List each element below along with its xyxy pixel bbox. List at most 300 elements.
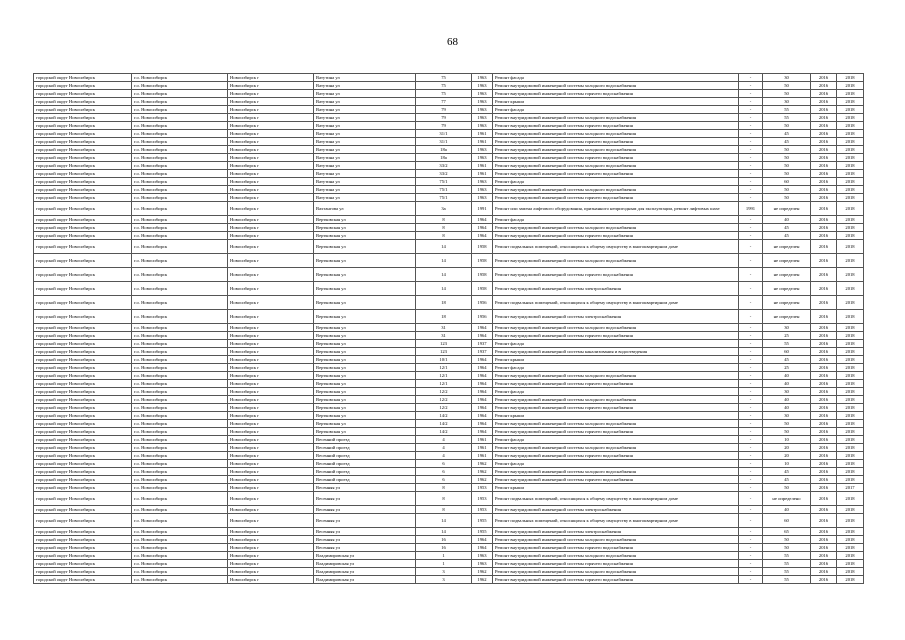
- cell-year: 1961: [472, 170, 493, 178]
- cell-end-year: 2018: [837, 130, 864, 138]
- cell-municipality: городской округ Новосибирск: [34, 428, 132, 436]
- cell-work-type: Ремонт внутридомовой инженерной системы горячего водоснабжения: [493, 90, 739, 98]
- cell-work-type: Ремонт внутридомовой инженерной системы горячего водоснабжения: [493, 544, 739, 552]
- cell-end-year: 2018: [837, 506, 864, 514]
- cell-street: Вертковская ул: [314, 356, 416, 364]
- cell-equip-year: -: [739, 254, 763, 268]
- cell-house: 75/1: [416, 194, 472, 202]
- cell-service-life: 10: [763, 436, 811, 444]
- cell-house: 8: [416, 232, 472, 240]
- cell-year: 1963: [472, 552, 493, 560]
- table-row: [34, 254, 864, 268]
- cell-house: 79: [416, 114, 472, 122]
- cell-year: 1964: [472, 404, 493, 412]
- cell-locality: Новосибирск г: [228, 428, 314, 436]
- cell-house: 33/2: [416, 170, 472, 178]
- cell-equip-year: -: [739, 348, 763, 356]
- cell-service-life: 50: [763, 194, 811, 202]
- cell-settlement: г.о. Новосибирск: [132, 528, 228, 536]
- cell-locality: Новосибирск г: [228, 324, 314, 332]
- cell-municipality: городской округ Новосибирск: [34, 162, 132, 170]
- cell-start-year: 2016: [811, 224, 837, 232]
- cell-municipality: городской округ Новосибирск: [34, 170, 132, 178]
- cell-work-type: Ремонт внутридомовой инженерной системы холодного водоснабжения: [493, 224, 739, 232]
- cell-work-type: Ремонт внутридомовой инженерной системы горячего водоснабжения: [493, 380, 739, 388]
- cell-service-life: 30: [763, 388, 811, 396]
- cell-locality: Новосибирск г: [228, 492, 314, 506]
- cell-start-year: 2016: [811, 170, 837, 178]
- cell-year: 1963: [472, 82, 493, 90]
- table-row: [34, 186, 864, 194]
- cell-year: 1963: [472, 154, 493, 162]
- cell-work-type: Ремонт фасада: [493, 178, 739, 186]
- cell-start-year: 2016: [811, 536, 837, 544]
- cell-start-year: 2016: [811, 576, 837, 584]
- cell-equip-year: -: [739, 114, 763, 122]
- cell-house: 18а: [416, 146, 472, 154]
- cell-house: 12/2: [416, 396, 472, 404]
- cell-end-year: 2018: [837, 460, 864, 468]
- cell-work-type: Ремонт фасада: [493, 216, 739, 224]
- cell-street: Весенний проезд: [314, 436, 416, 444]
- cell-settlement: г.о. Новосибирск: [132, 268, 228, 282]
- cell-start-year: 2016: [811, 476, 837, 484]
- cell-house: 75: [416, 82, 472, 90]
- cell-start-year: 2016: [811, 194, 837, 202]
- table-row: [34, 506, 864, 514]
- table-row: [34, 444, 864, 452]
- cell-street: Весенний проезд: [314, 476, 416, 484]
- cell-municipality: городской округ Новосибирск: [34, 528, 132, 536]
- cell-service-life: 45: [763, 130, 811, 138]
- table-row: [34, 388, 864, 396]
- cell-equip-year: -: [739, 356, 763, 364]
- cell-equip-year: -: [739, 178, 763, 186]
- cell-municipality: городской округ Новосибирск: [34, 372, 132, 380]
- cell-settlement: г.о. Новосибирск: [132, 560, 228, 568]
- cell-start-year: 2016: [811, 420, 837, 428]
- cell-street: Вертковская ул: [314, 332, 416, 340]
- cell-street: Вертковская ул: [314, 380, 416, 388]
- cell-work-type: Ремонт фасада: [493, 388, 739, 396]
- cell-house: 12/2: [416, 388, 472, 396]
- cell-settlement: г.о. Новосибирск: [132, 536, 228, 544]
- cell-end-year: 2018: [837, 178, 864, 186]
- cell-end-year: 2018: [837, 452, 864, 460]
- table-row: [34, 396, 864, 404]
- cell-end-year: 2018: [837, 476, 864, 484]
- cell-municipality: городской округ Новосибирск: [34, 178, 132, 186]
- cell-equip-year: -: [739, 194, 763, 202]
- cell-start-year: 2016: [811, 568, 837, 576]
- cell-equip-year: -: [739, 162, 763, 170]
- cell-locality: Новосибирск г: [228, 560, 314, 568]
- cell-street: Ватутина ул: [314, 82, 416, 90]
- cell-municipality: городской округ Новосибирск: [34, 282, 132, 296]
- cell-municipality: городской округ Новосибирск: [34, 216, 132, 224]
- cell-work-type: Ремонт внутридомовой инженерной системы холодного водоснабжения: [493, 324, 739, 332]
- table-row: [34, 162, 864, 170]
- cell-house: 6: [416, 460, 472, 468]
- cell-service-life: 50: [763, 170, 811, 178]
- cell-locality: Новосибирск г: [228, 282, 314, 296]
- cell-start-year: 2016: [811, 130, 837, 138]
- table-row: [34, 428, 864, 436]
- cell-locality: Новосибирск г: [228, 552, 314, 560]
- cell-settlement: г.о. Новосибирск: [132, 404, 228, 412]
- cell-work-type: Ремонт внутридомовой инженерной системы горячего водоснабжения: [493, 576, 739, 584]
- cell-end-year: 2018: [837, 324, 864, 332]
- cell-year: 1962: [472, 468, 493, 476]
- cell-house: 77: [416, 98, 472, 106]
- cell-year: 1958: [472, 282, 493, 296]
- cell-work-type: Ремонт внутридомовой инженерной системы канализования и водоотведения: [493, 348, 739, 356]
- table-row: [34, 552, 864, 560]
- capital-repair-table: [33, 73, 864, 584]
- cell-municipality: городской округ Новосибирск: [34, 82, 132, 90]
- cell-year: 1955: [472, 514, 493, 528]
- cell-end-year: 2018: [837, 296, 864, 310]
- cell-equip-year: -: [739, 514, 763, 528]
- cell-start-year: 2016: [811, 138, 837, 146]
- cell-start-year: 2016: [811, 106, 837, 114]
- cell-street: Ватутина ул: [314, 186, 416, 194]
- cell-work-type: Ремонт внутридомовой инженерной системы электроснабжения: [493, 506, 739, 514]
- cell-service-life: 30: [763, 74, 811, 82]
- cell-service-life: не определен: [763, 202, 811, 216]
- cell-locality: Новосибирск г: [228, 186, 314, 194]
- cell-equip-year: -: [739, 468, 763, 476]
- cell-house: 79: [416, 122, 472, 130]
- cell-municipality: городской округ Новосибирск: [34, 194, 132, 202]
- cell-year: 1937: [472, 348, 493, 356]
- cell-year: 1964: [472, 224, 493, 232]
- cell-service-life: 50: [763, 544, 811, 552]
- cell-start-year: 2016: [811, 348, 837, 356]
- cell-settlement: г.о. Новосибирск: [132, 154, 228, 162]
- cell-service-life: 55: [763, 560, 811, 568]
- cell-locality: Новосибирск г: [228, 364, 314, 372]
- cell-work-type: Ремонт внутридомовой инженерной системы холодного водоснабжения: [493, 552, 739, 560]
- table-row: [34, 146, 864, 154]
- cell-settlement: г.о. Новосибирск: [132, 476, 228, 484]
- cell-start-year: 2016: [811, 436, 837, 444]
- cell-equip-year: -: [739, 528, 763, 536]
- cell-year: 1963: [472, 106, 493, 114]
- cell-settlement: г.о. Новосибирск: [132, 492, 228, 506]
- cell-work-type: Ремонт или замена лифтового оборудования, признанного непригодным для эксплуатации, ремонт лифтовых шахт: [493, 202, 739, 216]
- cell-equip-year: -: [739, 492, 763, 506]
- table-row: [34, 122, 864, 130]
- cell-work-type: Ремонт внутридомовой инженерной системы холодного водоснабжения: [493, 568, 739, 576]
- cell-municipality: городской округ Новосибирск: [34, 268, 132, 282]
- cell-service-life: 30: [763, 98, 811, 106]
- cell-end-year: 2018: [837, 428, 864, 436]
- table-row: [34, 282, 864, 296]
- cell-locality: Новосибирск г: [228, 380, 314, 388]
- cell-work-type: Ремонт внутридомовой инженерной системы горячего водоснабжения: [493, 268, 739, 282]
- cell-locality: Новосибирск г: [228, 216, 314, 224]
- cell-start-year: 2016: [811, 364, 837, 372]
- cell-street: Ватутина ул: [314, 98, 416, 106]
- cell-settlement: г.о. Новосибирск: [132, 170, 228, 178]
- cell-end-year: 2018: [837, 544, 864, 552]
- cell-year: 1961: [472, 436, 493, 444]
- cell-year: 1963: [472, 186, 493, 194]
- cell-settlement: г.о. Новосибирск: [132, 194, 228, 202]
- cell-street: Ватутина ул: [314, 90, 416, 98]
- cell-municipality: городской округ Новосибирск: [34, 332, 132, 340]
- table-row: [34, 106, 864, 114]
- cell-house: 8: [416, 506, 472, 514]
- cell-service-life: 50: [763, 420, 811, 428]
- cell-settlement: г.о. Новосибирск: [132, 82, 228, 90]
- cell-settlement: г.о. Новосибирск: [132, 576, 228, 584]
- cell-end-year: 2018: [837, 436, 864, 444]
- cell-locality: Новосибирск г: [228, 178, 314, 186]
- cell-house: 14: [416, 528, 472, 536]
- cell-house: 79: [416, 106, 472, 114]
- cell-municipality: городской округ Новосибирск: [34, 340, 132, 348]
- cell-municipality: городской округ Новосибирск: [34, 114, 132, 122]
- cell-work-type: Ремонт внутридомовой инженерной системы электроснабжения: [493, 282, 739, 296]
- cell-year: 1962: [472, 476, 493, 484]
- cell-house: 1: [416, 560, 472, 568]
- table-row: [34, 90, 864, 98]
- cell-settlement: г.о. Новосибирск: [132, 202, 228, 216]
- cell-house: 3: [416, 568, 472, 576]
- cell-street: Вертковская ул: [314, 282, 416, 296]
- cell-work-type: Ремонт внутридомовой инженерной системы горячего водоснабжения: [493, 194, 739, 202]
- cell-year: 1962: [472, 568, 493, 576]
- cell-municipality: городской округ Новосибирск: [34, 492, 132, 506]
- cell-service-life: 50: [763, 122, 811, 130]
- cell-start-year: 2016: [811, 332, 837, 340]
- cell-locality: Новосибирск г: [228, 420, 314, 428]
- table-row: [34, 560, 864, 568]
- cell-year: 1963: [472, 122, 493, 130]
- cell-end-year: 2018: [837, 568, 864, 576]
- cell-settlement: г.о. Новосибирск: [132, 216, 228, 224]
- cell-locality: Новосибирск г: [228, 576, 314, 584]
- cell-locality: Новосибирск г: [228, 122, 314, 130]
- cell-service-life: 65: [763, 528, 811, 536]
- cell-municipality: городской округ Новосибирск: [34, 396, 132, 404]
- table-row: [34, 468, 864, 476]
- cell-start-year: 2016: [811, 324, 837, 332]
- cell-municipality: городской округ Новосибирск: [34, 420, 132, 428]
- cell-municipality: городской округ Новосибирск: [34, 90, 132, 98]
- cell-end-year: 2018: [837, 106, 864, 114]
- cell-start-year: 2016: [811, 240, 837, 254]
- cell-service-life: 45: [763, 468, 811, 476]
- cell-service-life: 60: [763, 178, 811, 186]
- cell-end-year: 2018: [837, 232, 864, 240]
- table-row: [34, 476, 864, 484]
- cell-work-type: Ремонт внутридомовой инженерной системы холодного водоснабжения: [493, 146, 739, 154]
- cell-municipality: городской округ Новосибирск: [34, 146, 132, 154]
- cell-work-type: Ремонт подвальных помещений, относящихся к общему имуществу в многоквартирном доме: [493, 514, 739, 528]
- cell-work-type: Ремонт фасада: [493, 106, 739, 114]
- cell-year: 1956: [472, 310, 493, 324]
- cell-equip-year: -: [739, 324, 763, 332]
- cell-street: Вертковская ул: [314, 388, 416, 396]
- table-row: [34, 348, 864, 356]
- cell-municipality: городской округ Новосибирск: [34, 552, 132, 560]
- cell-service-life: 25: [763, 332, 811, 340]
- cell-municipality: городской округ Новосибирск: [34, 356, 132, 364]
- table-row: [34, 436, 864, 444]
- cell-municipality: городской округ Новосибирск: [34, 514, 132, 528]
- cell-work-type: Ремонт крыши: [493, 484, 739, 492]
- cell-end-year: 2018: [837, 282, 864, 296]
- cell-house: 14: [416, 514, 472, 528]
- cell-settlement: г.о. Новосибирск: [132, 452, 228, 460]
- cell-municipality: городской округ Новосибирск: [34, 404, 132, 412]
- cell-year: 1955: [472, 528, 493, 536]
- cell-locality: Новосибирск г: [228, 396, 314, 404]
- cell-equip-year: -: [739, 560, 763, 568]
- cell-municipality: городской округ Новосибирск: [34, 560, 132, 568]
- cell-street: Вертковская ул: [314, 420, 416, 428]
- cell-house: 75/1: [416, 186, 472, 194]
- table-row: [34, 412, 864, 420]
- cell-municipality: городской округ Новосибирск: [34, 412, 132, 420]
- table-row: [34, 514, 864, 528]
- cell-street: Вертковская ул: [314, 428, 416, 436]
- cell-service-life: не определен: [763, 268, 811, 282]
- cell-street: Владимировская ул: [314, 552, 416, 560]
- cell-settlement: г.о. Новосибирск: [132, 186, 228, 194]
- cell-municipality: городской округ Новосибирск: [34, 122, 132, 130]
- cell-end-year: 2018: [837, 388, 864, 396]
- cell-municipality: городской округ Новосибирск: [34, 476, 132, 484]
- cell-house: 4: [416, 444, 472, 452]
- cell-house: 16: [416, 536, 472, 544]
- cell-house: 12/1: [416, 380, 472, 388]
- cell-work-type: Ремонт подвальных помещений, относящихся к общему имуществу в многоквартирном доме: [493, 492, 739, 506]
- cell-year: 1964: [472, 412, 493, 420]
- table-row: [34, 240, 864, 254]
- cell-work-type: Ремонт внутридомовой инженерной системы холодного водоснабжения: [493, 254, 739, 268]
- table-row: [34, 356, 864, 364]
- cell-service-life: 20: [763, 444, 811, 452]
- cell-locality: Новосибирск г: [228, 460, 314, 468]
- cell-house: 10/1: [416, 356, 472, 364]
- cell-house: 18: [416, 296, 472, 310]
- cell-street: Вертковская ул: [314, 372, 416, 380]
- cell-settlement: г.о. Новосибирск: [132, 484, 228, 492]
- cell-end-year: 2018: [837, 412, 864, 420]
- cell-end-year: 2018: [837, 146, 864, 154]
- cell-equip-year: -: [739, 186, 763, 194]
- cell-work-type: Ремонт внутридомовой инженерной системы холодного водоснабжения: [493, 372, 739, 380]
- cell-equip-year: -: [739, 146, 763, 154]
- cell-house: 18: [416, 310, 472, 324]
- cell-house: 75: [416, 74, 472, 82]
- cell-settlement: г.о. Новосибирск: [132, 130, 228, 138]
- table-row: [34, 268, 864, 282]
- cell-locality: Новосибирск г: [228, 536, 314, 544]
- cell-locality: Новосибирск г: [228, 154, 314, 162]
- cell-street: Ватутина ул: [314, 130, 416, 138]
- cell-start-year: 2016: [811, 380, 837, 388]
- cell-settlement: г.о. Новосибирск: [132, 310, 228, 324]
- cell-locality: Новосибирск г: [228, 296, 314, 310]
- cell-service-life: 25: [763, 364, 811, 372]
- cell-work-type: Ремонт внутридомовой инженерной системы горячего водоснабжения: [493, 138, 739, 146]
- cell-year: 1961: [472, 162, 493, 170]
- cell-equip-year: -: [739, 436, 763, 444]
- cell-start-year: 2016: [811, 146, 837, 154]
- cell-year: 1964: [472, 372, 493, 380]
- cell-year: 1953: [472, 506, 493, 514]
- cell-year: 1964: [472, 544, 493, 552]
- cell-equip-year: -: [739, 364, 763, 372]
- cell-house: 14/2: [416, 428, 472, 436]
- cell-locality: Новосибирск г: [228, 388, 314, 396]
- cell-street: Вертковская ул: [314, 310, 416, 324]
- cell-locality: Новосибирск г: [228, 356, 314, 364]
- cell-start-year: 2016: [811, 452, 837, 460]
- table-row: [34, 404, 864, 412]
- cell-start-year: 2016: [811, 506, 837, 514]
- cell-equip-year: -: [739, 98, 763, 106]
- cell-locality: Новосибирск г: [228, 106, 314, 114]
- cell-settlement: г.о. Новосибирск: [132, 114, 228, 122]
- cell-house: 14: [416, 268, 472, 282]
- table-row: [34, 98, 864, 106]
- cell-street: Весенняя ул: [314, 492, 416, 506]
- cell-year: 1961: [472, 452, 493, 460]
- cell-street: Ватутина ул: [314, 122, 416, 130]
- cell-settlement: г.о. Новосибирск: [132, 98, 228, 106]
- cell-settlement: г.о. Новосибирск: [132, 444, 228, 452]
- cell-work-type: Ремонт фасада: [493, 460, 739, 468]
- cell-street: Вертковская ул: [314, 396, 416, 404]
- cell-year: 1964: [472, 536, 493, 544]
- cell-locality: Новосибирск г: [228, 240, 314, 254]
- cell-service-life: 50: [763, 146, 811, 154]
- cell-locality: Новосибирск г: [228, 224, 314, 232]
- cell-year: 1961: [472, 130, 493, 138]
- cell-house: 31/1: [416, 138, 472, 146]
- cell-locality: Новосибирск г: [228, 468, 314, 476]
- cell-end-year: 2018: [837, 560, 864, 568]
- cell-locality: Новосибирск г: [228, 528, 314, 536]
- cell-locality: Новосибирск г: [228, 332, 314, 340]
- cell-year: 1963: [472, 146, 493, 154]
- cell-settlement: г.о. Новосибирск: [132, 514, 228, 528]
- cell-street: Весенняя ул: [314, 506, 416, 514]
- cell-service-life: 50: [763, 536, 811, 544]
- cell-service-life: 55: [763, 106, 811, 114]
- cell-municipality: городской округ Новосибирск: [34, 544, 132, 552]
- table-row: [34, 310, 864, 324]
- cell-house: 14: [416, 240, 472, 254]
- cell-settlement: г.о. Новосибирск: [132, 162, 228, 170]
- cell-work-type: Ремонт внутридомовой инженерной системы горячего водоснабжения: [493, 404, 739, 412]
- cell-work-type: Ремонт внутридомовой инженерной системы горячего водоснабжения: [493, 452, 739, 460]
- cell-start-year: 2016: [811, 98, 837, 106]
- cell-municipality: городской округ Новосибирск: [34, 452, 132, 460]
- cell-equip-year: -: [739, 388, 763, 396]
- cell-street: Вертковская ул: [314, 364, 416, 372]
- cell-street: Ватутина ул: [314, 162, 416, 170]
- cell-locality: Новосибирск г: [228, 452, 314, 460]
- cell-street: Вахтангова ул: [314, 202, 416, 216]
- cell-municipality: городской округ Новосибирск: [34, 468, 132, 476]
